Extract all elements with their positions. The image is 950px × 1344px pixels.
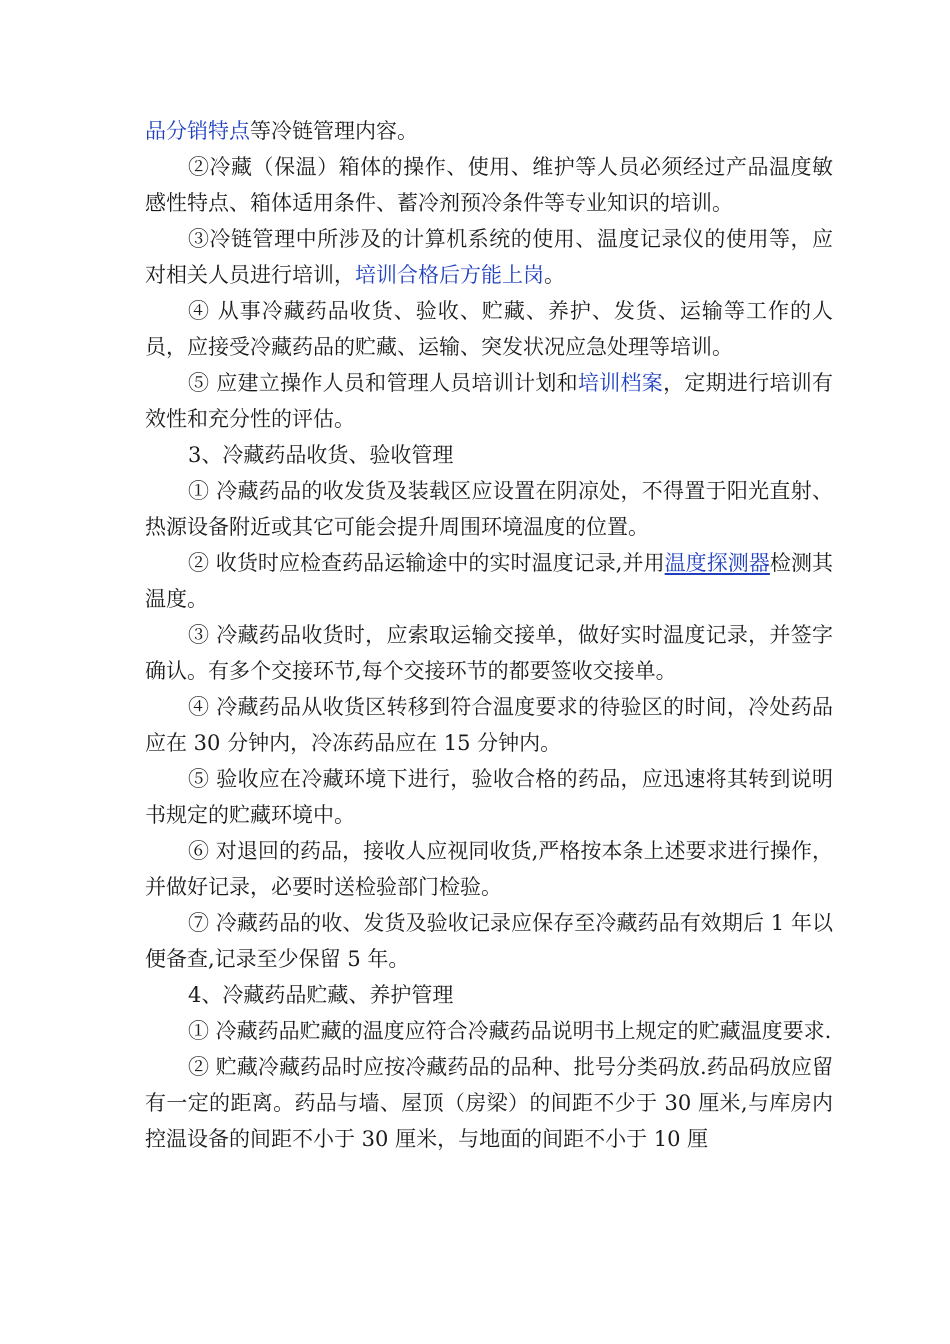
paragraph-text: ⑤ 验收应在冷藏环境下进行，验收合格的药品，应迅速将其转到说明书规定的贮藏环境中。 [145, 767, 833, 827]
paragraph-text: 等冷链管理内容。 [250, 119, 418, 143]
paragraph [145, 473, 833, 545]
paragraph-text: 4、冷藏药品贮藏、养护管理 [188, 983, 454, 1007]
paragraph [145, 689, 833, 761]
paragraph [145, 293, 833, 365]
hyperlink-text[interactable]: 培训合格后方能上岗 [355, 263, 544, 287]
paragraph-text: ② 贮藏冷藏药品时应按冷藏药品的品种、批号分类码放.药品码放应留有一定的距离。药品与墙、屋顶（房梁）的间距不少于 30 厘米,与库房内控温设备的间距不小于 30 厘米，与地面的间距不小于 10 厘 [145, 1055, 833, 1151]
document-body [145, 113, 833, 1157]
paragraph-text: ④ 冷藏药品从收货区转移到符合温度要求的待验区的时间，冷处药品应在 30 分钟内，冷冻药品应在 15 分钟内。 [145, 695, 833, 755]
paragraph-text: ，定期进行培训有效性和充分性的评估。 [145, 371, 834, 431]
paragraph-text: ⑥ 对退回的药品，接收人应视同收货,严格按本条上述要求进行操作，并做好记录，必要时送检验部门检验。 [145, 839, 833, 899]
paragraph-text: ② 收货时应检查药品运输途中的实时温度记录,并用 [188, 551, 665, 575]
paragraph-text: ③ 冷藏药品收货时，应索取运输交接单，做好实时温度记录，并签字确认。有多个交接环节,每个交接环节的都要签收交接单。 [145, 623, 833, 683]
paragraph-text: ① 冷藏药品贮藏的温度应符合冷藏药品说明书上规定的贮藏温度要求. [188, 1019, 832, 1043]
paragraph-text: 检测其温度。 [145, 551, 833, 611]
paragraph-text: ④ 从事冷藏药品收货、验收、贮藏、养护、发货、运输等工作的人员，应接受冷藏药品的贮藏、运输、突发状况应急处理等培训。 [145, 299, 833, 359]
paragraph-text: ⑤ 应建立操作人员和管理人员培训计划和 [188, 371, 578, 395]
paragraph [145, 905, 833, 977]
paragraph [145, 221, 833, 293]
paragraph [145, 1013, 833, 1049]
paragraph [145, 545, 833, 617]
hyperlink-text[interactable]: 品分销特点 [145, 119, 250, 143]
paragraph-text: ③冷链管理中所涉及的计算机系统的使用、温度记录仪的使用等，应对相关人员进行培训， [145, 227, 833, 287]
paragraph [145, 1049, 833, 1157]
hyperlink-text[interactable]: 温度探测器 [664, 551, 770, 575]
paragraph-text: ① 冷藏药品的收发货及装载区应设置在阴凉处，不得置于阳光直射、热源设备附近或其它可能会提升周围环境温度的位置。 [145, 479, 833, 539]
paragraph [145, 833, 833, 905]
paragraph-text: 3、冷藏药品收货、验收管理 [188, 443, 454, 467]
hyperlink-text[interactable]: 培训档案 [577, 371, 664, 395]
paragraph [145, 617, 833, 689]
paragraph-text: ②冷藏（保温）箱体的操作、使用、维护等人员必须经过产品温度敏感性特点、箱体适用条件、蓄冷剂预冷条件等专业知识的培训。 [145, 155, 833, 215]
paragraph [145, 113, 833, 149]
paragraph [145, 977, 833, 1013]
paragraph [145, 437, 833, 473]
paragraph [145, 761, 833, 833]
paragraph [145, 365, 833, 437]
paragraph [145, 149, 833, 221]
paragraph-text: ⑦ 冷藏药品的收、发货及验收记录应保存至冷藏药品有效期后 1 年以便备查,记录至少保留 5 年。 [145, 911, 833, 971]
paragraph-text: 。 [544, 263, 565, 287]
